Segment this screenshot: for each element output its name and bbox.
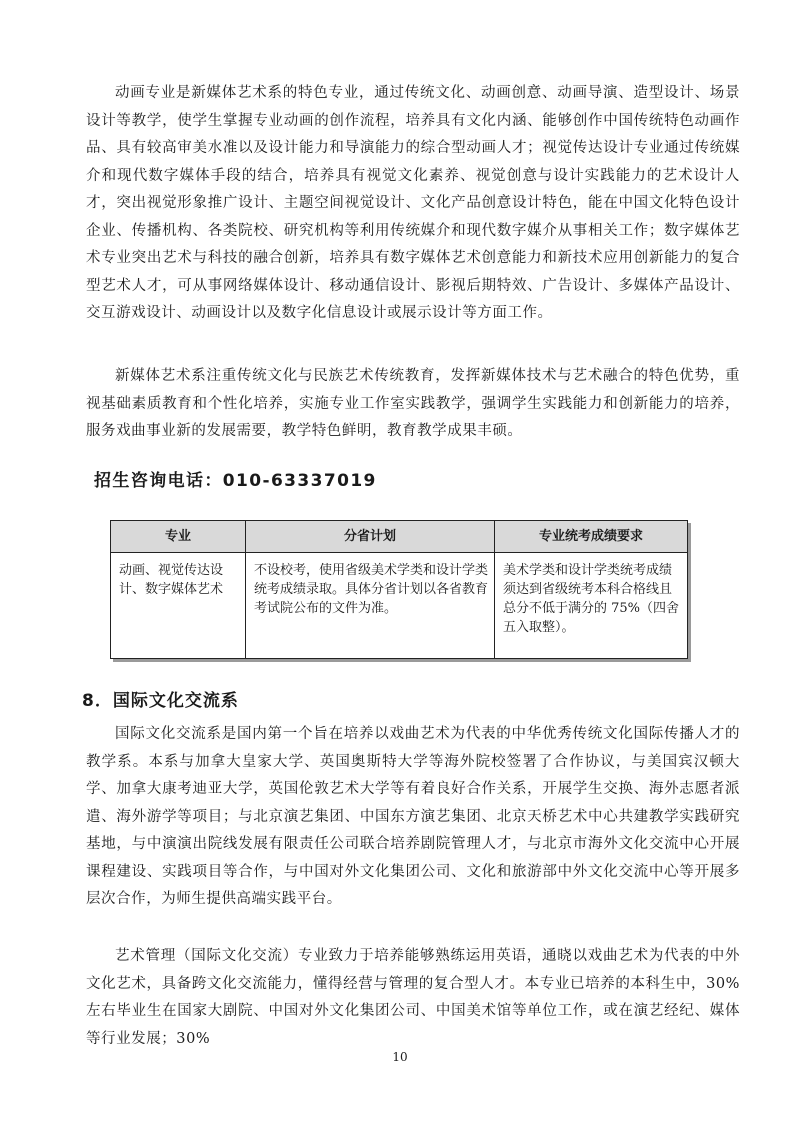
table-row [111,553,687,659]
paragraph-new-media-dept: 新媒体艺术系注重传统文化与民族艺术传统教育，发挥新媒体技术与艺术融合的特色优势，重视基础素质教育和个性化培养，实施专业工作室实践教学，强调学生实践能力和创新能力的培养，服务戏曲事业新的发展需要，教学特色鲜明，教育教学成果丰硕。 [86,368,740,439]
table-header-plan: 分省计划 [246,521,495,553]
admission-hotline: 招生咨询电话：010-63337019 [94,471,377,491]
table-cell-requirement: 美术学类和设计学类统考成绩须达到省级统考本科合格线且总分不低于满分的 75%（四舍五入取整）。 [503,563,680,635]
table-cell-plan: 不设校考，使用省级美术学类和设计学类统考成绩录取。具体分省计划以各省教育考试院公布的文件为准。 [246,553,495,659]
admission-table [110,520,688,659]
section-title-international-dept: 8．国际文化交流系 [82,691,239,711]
paragraph-animation-majors: 动画专业是新媒体艺术系的特色专业，通过传统文化、动画创意、动画导演、造型设计、场景设计等教学，使学生掌握专业动画的创作流程，培养具有文化内涵、能够创作中国传统特色动画作品、具有较高审美水准以及设计能力和导演能力的综合型动画人才；视觉传达设计专业通过传统媒介和现代数字媒体手段的结合，培养具有视觉文化素养、视觉创意与设计实践能力的艺术设计人才，突出视觉形象推广设计、主题空间视觉设计、文化产品创意设计特色，能在中国文化特色设计企业、传播机构、各类院校、研究机构等利用传统媒介和现代数字媒介从事相关工作；数字媒体艺术专业突出艺术与科技的融合创新，培养具有数字媒体艺术创意能力和新技术应用创新能力的复合型艺术人才，可从事网络媒体设计、移动通信设计、影视后期特效、广告设计、多媒体产品设计、交互游戏设计、动画设计以及数字化信息设计或展示设计等方面工作。 [86,85,740,321]
table-header-major: 专业 [111,521,246,553]
table-header-row [111,521,687,553]
table-cell-major: 动画、视觉传达设计、数字媒体艺术 [111,553,246,659]
paragraph-arts-management: 艺术管理（国际文化交流）专业致力于培养能够熟练运用英语，通晓以戏曲艺术为代表的中外文化艺术，具备跨文化交流能力，懂得经营与管理的复合型人才。本专业已培养的本科生中，30%左右毕业生在国家大剧院、中国对外文化集团公司、中国美术馆等单位工作，或在演艺经纪、媒体等行业发展；30% [86,948,740,1047]
page-number: 10 [392,1050,408,1064]
paragraph-international-dept: 国际文化交流系是国内第一个旨在培养以戏曲艺术为代表的中华优秀传统文化国际传播人才的教学系。本系与加拿大皇家大学、英国奥斯特大学等海外院校签署了合作协议，与美国宾汉顿大学、加拿大康考迪亚大学，英国伦敦艺术大学等有着良好合作关系，开展学生交换、海外志愿者派遣、海外游学等项目；与北京演艺集团、中国东方演艺集团、北京天桥艺术中心共建教学实践研究基地，与中演演出院线发展有限责任公司联合培养剧院管理人才，与北京市海外文化交流中心开展课程建设、实践项目等合作，与中国对外文化集团公司、文化和旅游部中外文化交流中心等开展多层次合作，为师生提供高端实践平台。 [86,726,740,907]
table-header-requirement: 专业统考成绩要求 [495,521,688,553]
